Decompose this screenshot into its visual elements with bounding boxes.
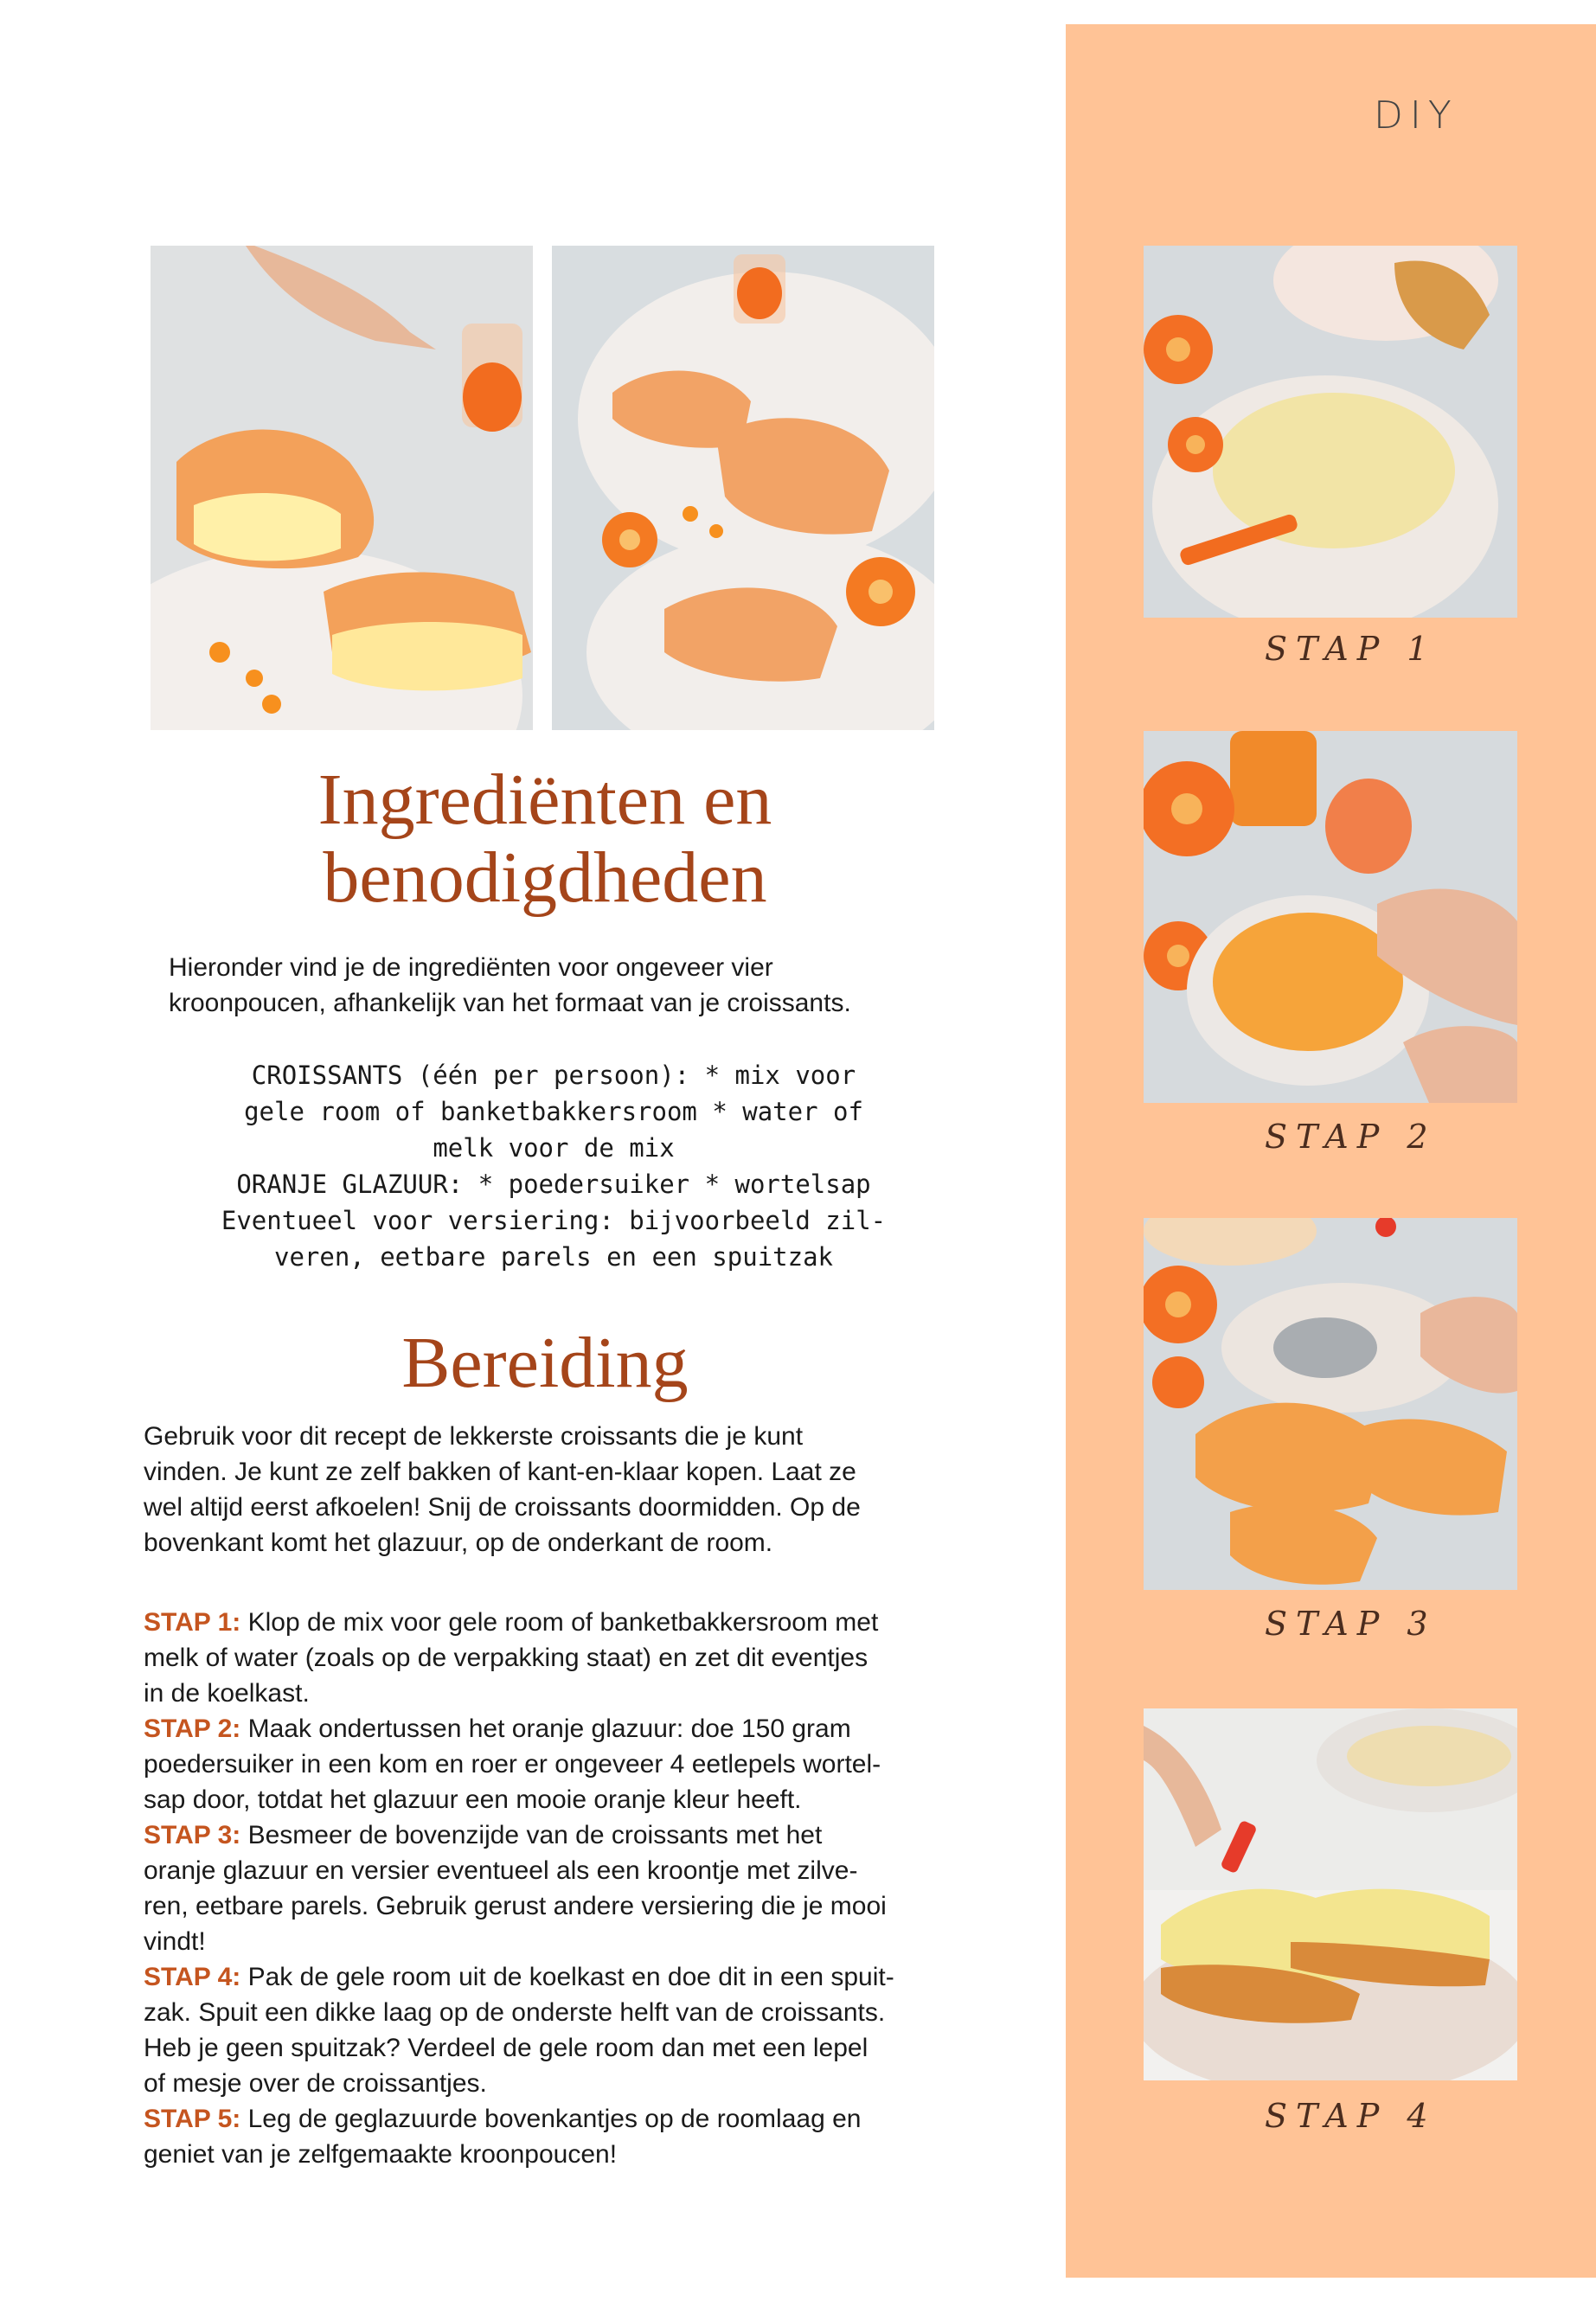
photo-croissants-hand (151, 246, 533, 730)
photo-step-1 (1144, 246, 1517, 618)
prep-line: bovenkant komt het glazuur, op de onderkant de room. (144, 1529, 773, 1557)
photo-step-2 (1144, 731, 1517, 1103)
caption-stap-4: STAP 4 (1265, 2097, 1437, 2135)
step-text: melk of water (zoals op de verpakking staat) en zet dit eventjes (144, 1644, 869, 1672)
ingredient-line: gele room of banketbakkersroom * water of (244, 1097, 863, 1126)
ingredients-list (138, 1057, 969, 1275)
step-text: of mesje over de croissantjes. (144, 2069, 487, 2098)
step-text: Pak de gele room uit de koelkast en doe dit in een spuit- (240, 1963, 894, 1991)
ingredient-line: ORANJE GLAZUUR: * poedersuiker * wortelsap (236, 1170, 871, 1199)
ingredients-intro (169, 950, 990, 1021)
caption-stap-2: STAP 2 (1265, 1118, 1437, 1156)
step-text: zak. Spuit een dikke laag op de onderste helft van de croissants. (144, 1998, 886, 2027)
step-text: Heb je geen spuitzak? Verdeel de gele room dan met een lepel (144, 2034, 869, 2062)
preparation-steps (144, 1605, 1009, 2172)
step-label: STAP 1: (144, 1608, 241, 1637)
step-2 (144, 1711, 1009, 1817)
prep-line: Gebruik voor dit recept de lekkerste croissants die je kunt (144, 1422, 804, 1451)
step-text: Leg de geglazuurde bovenkantjes op de roomlaag en (240, 2105, 862, 2133)
photo-croissants-plates (552, 246, 934, 730)
ingredients-heading-line-1: Ingrediënten en (317, 760, 772, 840)
step-text: Maak ondertussen het oranje glazuur: doe 150 gram (240, 1715, 851, 1743)
step-5 (144, 2101, 1009, 2172)
prep-line: vinden. Je kunt ze zelf bakken of kant-en-klaar kopen. Laat ze (144, 1458, 856, 1486)
section-tag: DIY (1374, 93, 1458, 138)
caption-stap-3: STAP 3 (1265, 1605, 1437, 1643)
ingredient-line: Eventueel voor versiering: bijvoorbeeld zil- (221, 1206, 887, 1235)
intro-line: kroonpoucen, afhankelijk van het formaat van je croissants. (169, 989, 851, 1017)
step-label: STAP 2: (144, 1715, 241, 1743)
step-label: STAP 5: (144, 2105, 241, 2133)
step-text: oranje glazuur en versier eventueel als een kroontje met zilve- (144, 1856, 858, 1885)
photo-step-3 (1144, 1218, 1517, 1590)
step-text: ren, eetbare parels. Gebruik gerust andere versiering die je mooi (144, 1892, 887, 1920)
step-text: poedersuiker in een kom en roer er ongeveer 4 eetlepels wortel- (144, 1750, 881, 1779)
step-text: geniet van je zelfgemaakte kroonpoucen! (144, 2140, 618, 2169)
step-3 (144, 1817, 1009, 1959)
step-1 (144, 1605, 1009, 1711)
ingredient-line: CROISSANTS (één per persoon): * mix voor (251, 1061, 856, 1090)
step-text: Besmeer de bovenzijde van de croissants met het (240, 1821, 823, 1849)
caption-stap-1: STAP 1 (1265, 630, 1437, 668)
step-4 (144, 1959, 1009, 2101)
ingredient-line: melk voor de mix (433, 1133, 675, 1163)
step-text: vindt! (144, 1927, 206, 1956)
step-text: sap door, totdat het glazuur een mooie oranje kleur heeft. (144, 1785, 802, 1814)
preparation-heading: Bereiding (401, 1323, 689, 1403)
ingredients-heading-line-2: benodigdheden (323, 837, 767, 918)
step-text: in de koelkast. (144, 1679, 310, 1708)
step-label: STAP 4: (144, 1963, 241, 1991)
photo-step-4 (1144, 1708, 1517, 2080)
step-text: Klop de mix voor gele room of banketbakkersroom met (240, 1608, 879, 1637)
prep-line: wel altijd eerst afkoelen! Snij de croissants doormidden. Op de (144, 1493, 861, 1522)
ingredients-heading (156, 761, 934, 917)
intro-line: Hieronder vind je de ingrediënten voor ongeveer vier (169, 953, 773, 982)
preparation-intro (144, 1419, 1009, 1561)
step-label: STAP 3: (144, 1821, 241, 1849)
ingredient-line: veren, eetbare parels en een spuitzak (273, 1242, 833, 1272)
